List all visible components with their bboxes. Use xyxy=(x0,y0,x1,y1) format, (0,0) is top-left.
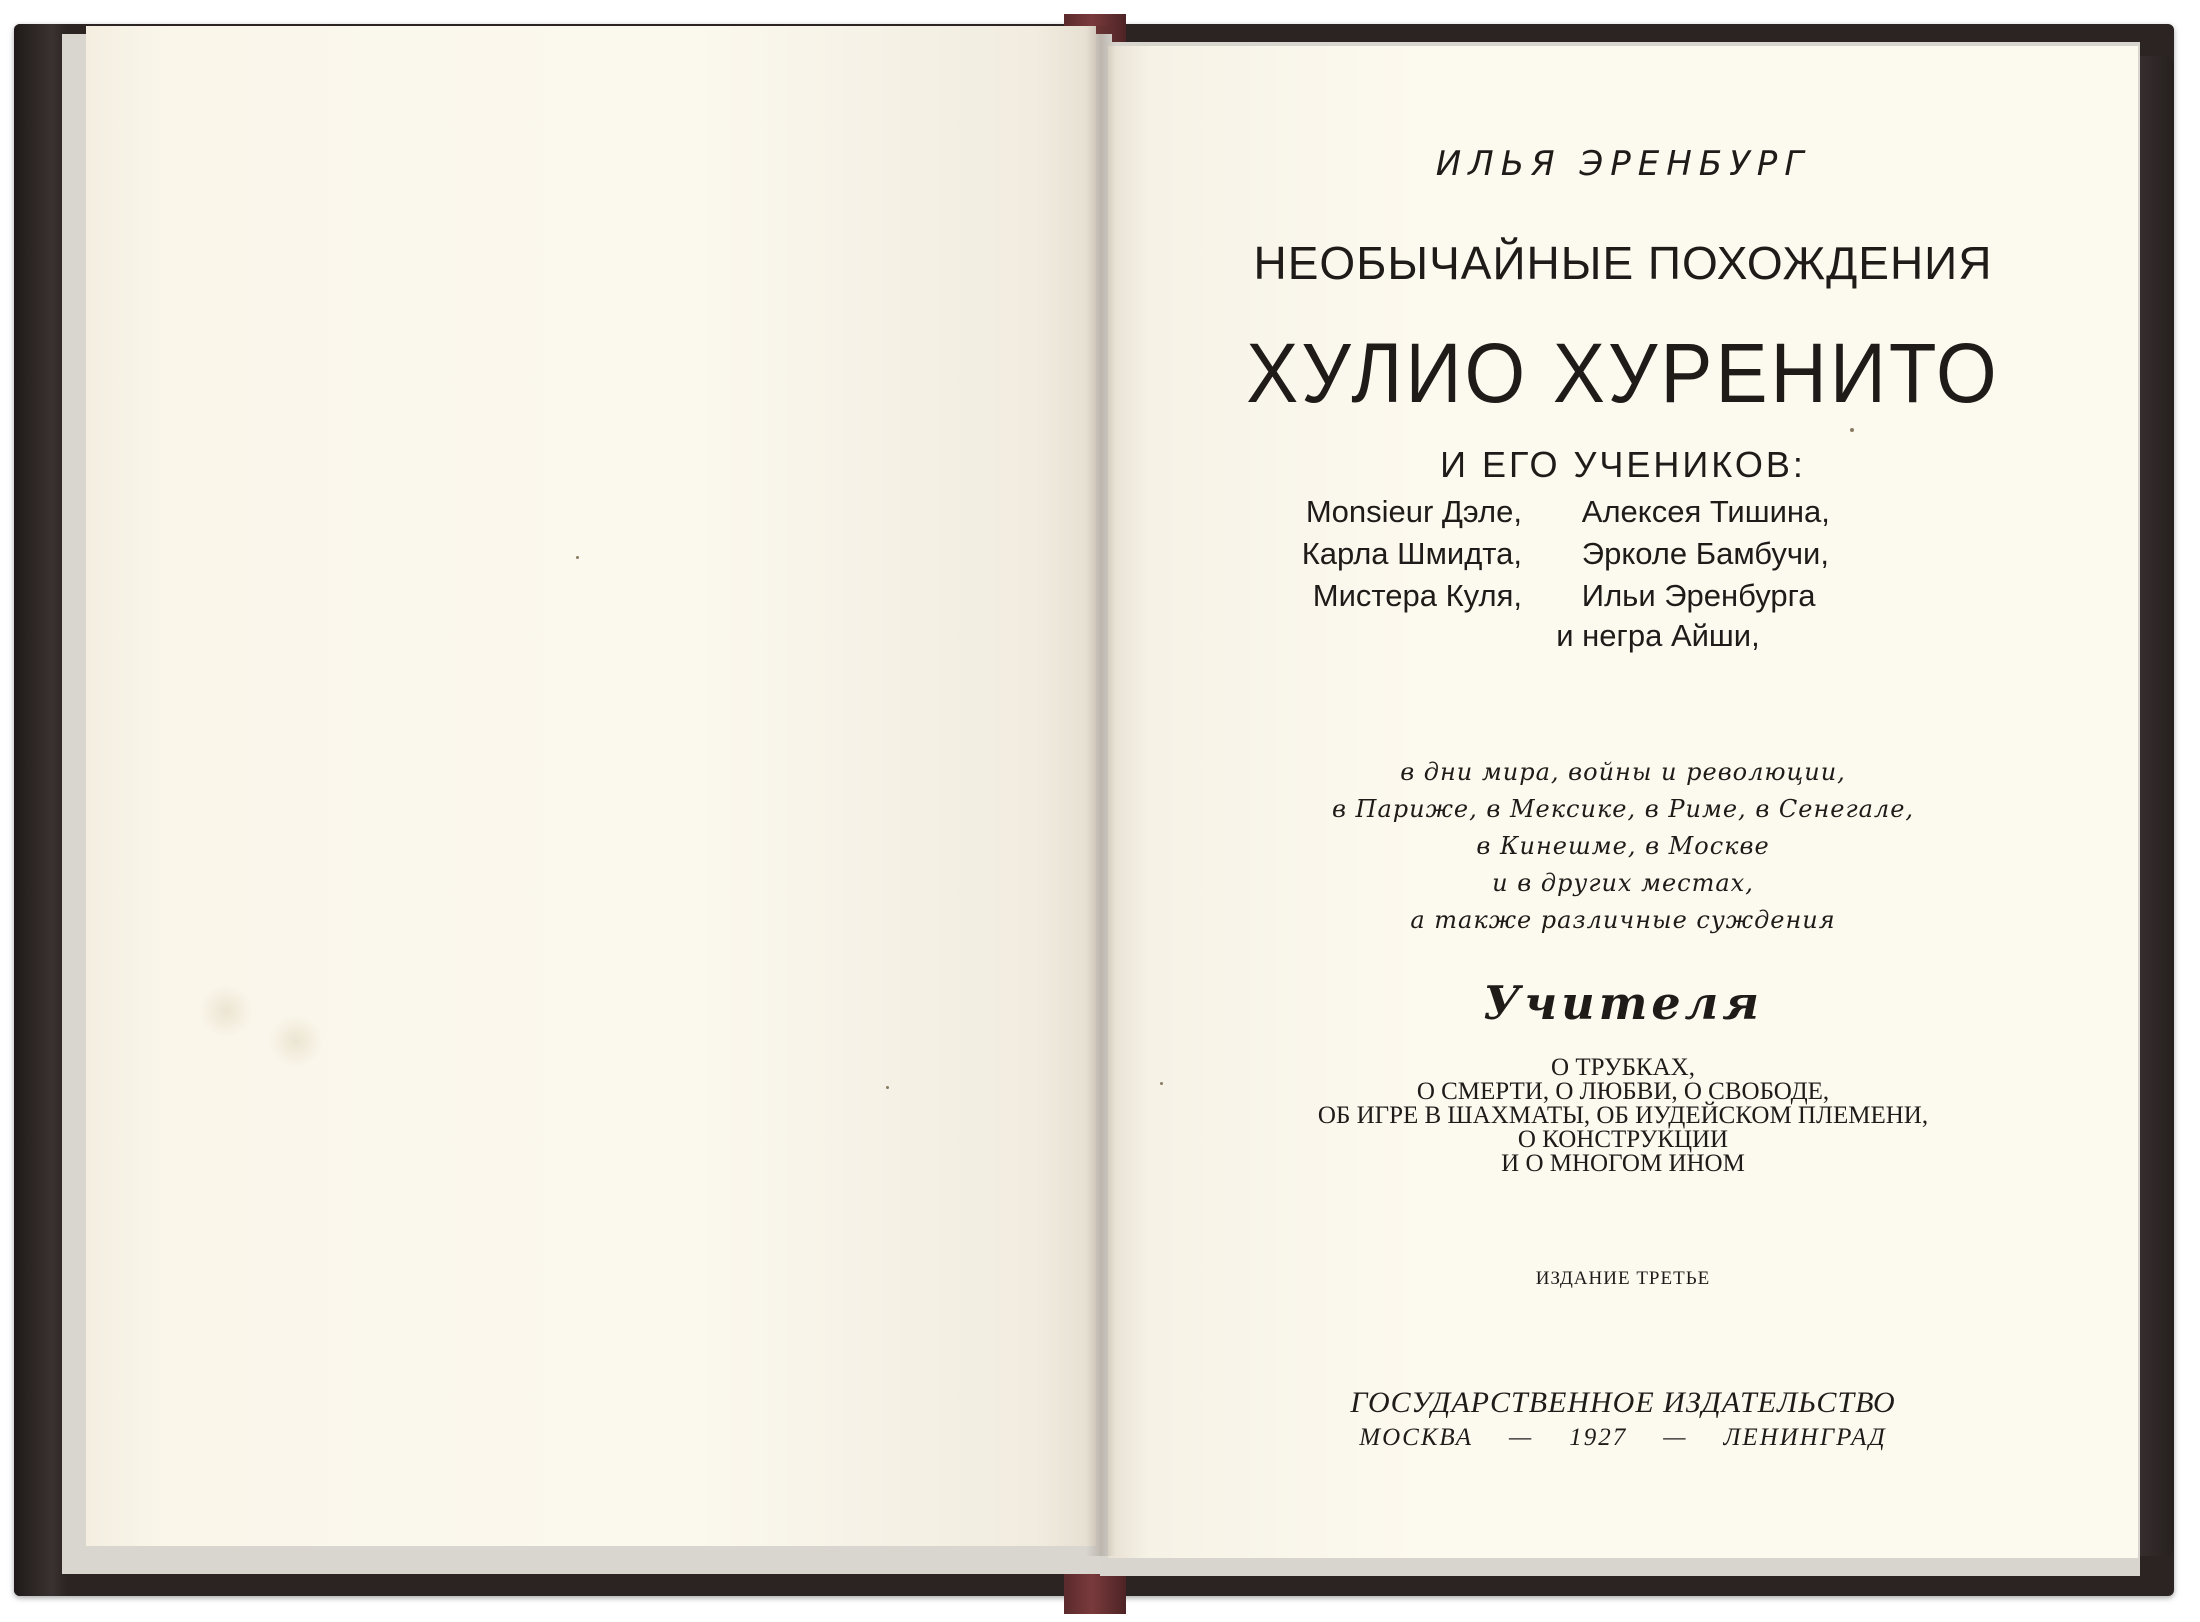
paper-speck xyxy=(886,1086,889,1089)
student-name: Monsieur Дэле, xyxy=(1305,494,1522,529)
imprint-city-left: МОСКВА xyxy=(1359,1424,1474,1451)
topics-line: ОБ ИГРЕ В ШАХМАТЫ, ОБ ИУДЕЙСКОМ ПЛЕМЕНИ, xyxy=(1317,1102,1929,1129)
places-block xyxy=(1108,754,2138,939)
student-name: и негра Айши, xyxy=(1556,618,1760,653)
imprint-dash: — xyxy=(1663,1424,1688,1451)
student-name: Эрколе Бамбучи, xyxy=(1581,536,1829,571)
student-name: Ильи Эренбурга xyxy=(1581,578,1816,613)
places-line: в Париже, в Мексике, в Риме, в Сенегале, xyxy=(1331,795,1915,823)
imprint-city-right: ЛЕНИНГРАД xyxy=(1723,1424,1887,1451)
topics-line: И О МНОГОМ ИНОМ xyxy=(1501,1150,1745,1177)
places-line: в дни мира, войны и революции, xyxy=(1400,758,1846,786)
imprint-year: 1927 xyxy=(1569,1424,1628,1451)
topics-block xyxy=(1108,1056,2138,1176)
places-line: и в других местах, xyxy=(1492,869,1754,897)
author-name: ИЛЬЯ ЭРЕНБУРГ xyxy=(1435,144,1811,184)
cover-left-edge xyxy=(14,24,68,1596)
book-title: ХУЛИО ХУРЕНИТО xyxy=(1246,325,2000,421)
publisher-name: ГОСУДАРСТВЕННОЕ ИЗДАТЕЛЬСТВО xyxy=(1350,1386,1896,1419)
paper-speck xyxy=(576,556,579,559)
title-page-text xyxy=(1108,46,2138,1558)
left-blank-page xyxy=(86,26,1096,1546)
topics-line: О СМЕРТИ, О ЛЮБВИ, О СВОБОДЕ, xyxy=(1416,1078,1830,1105)
paper-stain xyxy=(196,986,256,1036)
student-name: Карла Шмидта, xyxy=(1301,536,1522,571)
student-last-line xyxy=(1108,618,2138,654)
places-line: в Кинешме, в Москве xyxy=(1476,832,1770,860)
imprint-dash: — xyxy=(1509,1424,1534,1451)
title-line-top: НЕОБЫЧАЙНЫЕ ПОХОЖДЕНИЯ xyxy=(1253,237,1993,289)
paper-stain xyxy=(266,1016,326,1066)
title-line-sub: И ЕГО УЧЕНИКОВ: xyxy=(1440,444,1806,485)
student-name: Алексея Тишина, xyxy=(1581,494,1830,529)
imprint-line xyxy=(1108,1424,2138,1452)
edition-note: ИЗДАНИЕ ТРЕТЬЕ xyxy=(1535,1268,1711,1289)
places-line: а также различные суждения xyxy=(1410,906,1836,934)
topics-line: О ТРУБКАХ, xyxy=(1551,1054,1695,1081)
topics-line: О КОНСТРУКЦИИ xyxy=(1517,1126,1729,1153)
teacher-heading: Учителя xyxy=(1483,976,1763,1030)
student-name: Мистера Куля, xyxy=(1312,578,1522,613)
